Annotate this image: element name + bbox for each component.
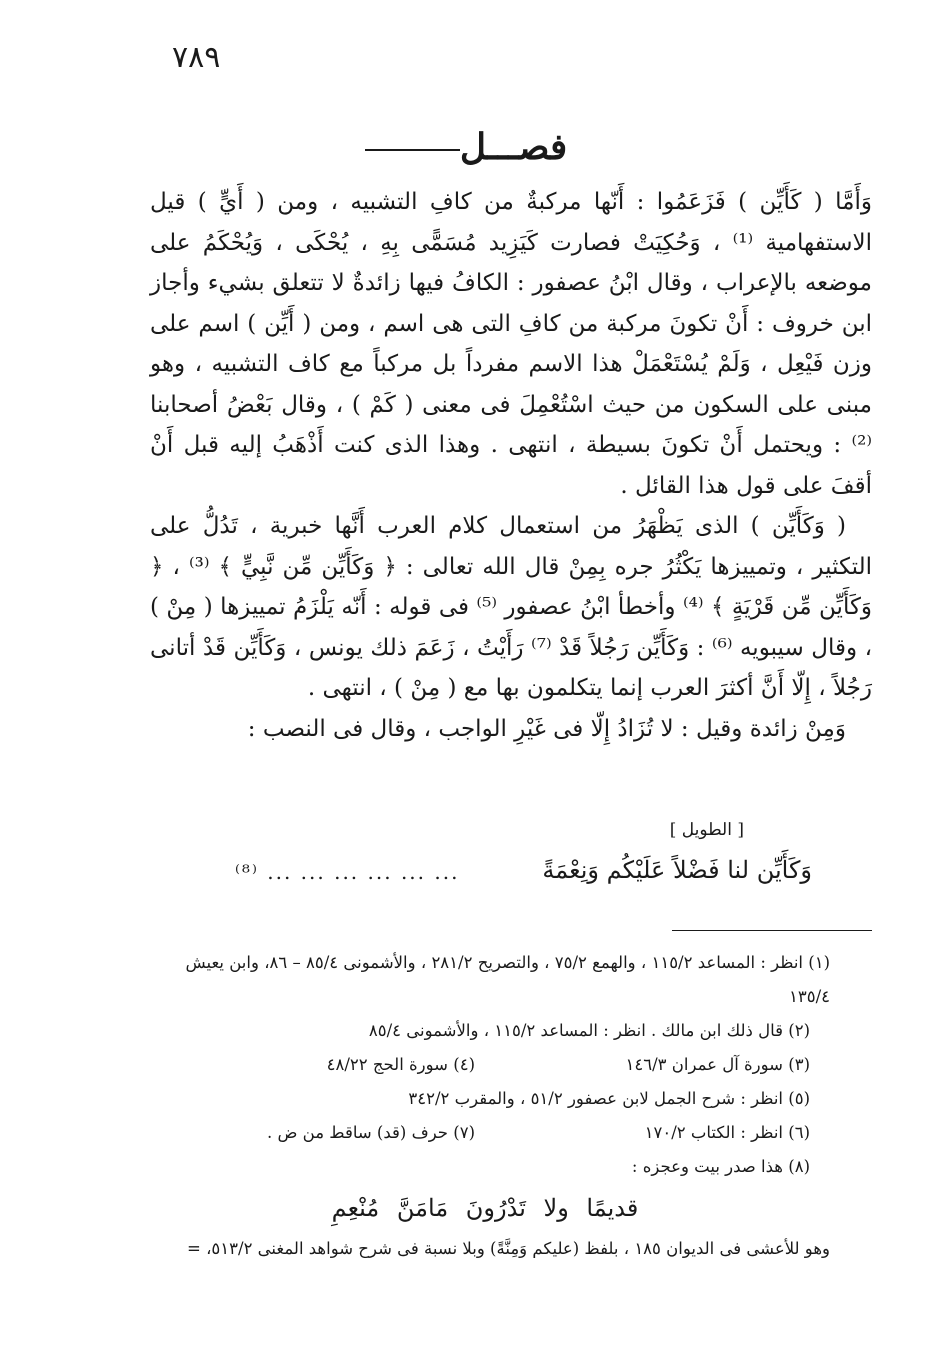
footnote-5: (٥) انظر : شرح الجمل لابن عصفور ٥١/٢ ، والمقرب ٣٤٢/٢ — [408, 1089, 810, 1108]
title-underline — [365, 149, 460, 151]
verse-footnote-ref: ⁽⁸⁾ — [235, 860, 259, 884]
footnote-8: (٨) هذا صدر بيت وعجزه : — [631, 1157, 810, 1176]
section-title — [0, 126, 944, 168]
footnote-row-3-4 — [140, 1048, 830, 1082]
footnote-8-source: وهو للأعشى فى الديوان ١٨٥ ، بلفظ (عليكم وَمِنَّةً) وبلا نسبة فى شرح شواهد المغنى ٥١٣/٢، = — [187, 1239, 830, 1258]
paragraph-kaayyin-usage: ( وَكَأَيِّن ) الذى يَظْهَرُ من استعمال كلام العرب أَنَّها خبرية ، تَدُلُّ على التكثير ، وتمييزها يَكْثُرُ جره بِمِنْ قال الله تعالى : ﴿ وَكَأَيِّن مِّن نَّبِيٍّ ﴾ ⁽³⁾ ، ﴿ وَكَأَيِّن مِّن قَرْيَةٍ ﴾ ⁽⁴⁾ وأخطأ ابْنُ عصفور ⁽⁵⁾ فى قوله : أَنّه يَلْزَمُ تمييزها ( مِنْ ) ، وقال سيبويه ⁽⁶⁾ : وَكَأَيِّن رَجُلاً قَدْ ⁽⁷⁾ رَأَيْتُ ، زَعَمَ ذلك يونس ، وَكَأَيِّن قَدْ أتانى رَجُلاً ، إِلّا أَنَّ أكثرَ العرب إنما يتكلمون بها مع ( مِنْ ) ، انتهى . — [150, 513, 873, 701]
section-title-text: فصـــل — [459, 126, 568, 168]
footnote-7: (٧) حرف (قد) ساقط من ض . — [266, 1123, 475, 1142]
footnotes — [140, 946, 830, 1266]
meter-label: [ الطويل ] — [669, 820, 744, 840]
verse-omitted-part — [235, 860, 459, 884]
page-number: ٧٨٩ — [172, 40, 221, 75]
footnote-row-6-7 — [140, 1116, 830, 1150]
paragraph-kaayyin-origin: وَأَمَّا ( كَأَيِّن ) فَزَعَمُوا : أَنّها مركبةٌ من كافِ التشبيه ، ومن ( أَيٍّ ) قيل الاستفهامية ⁽¹⁾ ، وَحُكِيَتْ فصارت كَيَزِيد مُسَمًّى بِهِ ، يُحْكَى ، وَيُحْكَمُ على موضعه بالإعراب ، وقال ابْنُ عصفور : الكافُ فيها زائدةٌ لا تتعلق بشيء وأجاز ابن خروف : أَنْ تكونَ مركبة من كافِ التى هى اسم ، ومن ( أَيِّن ) اسم على وزن فَيْعِل ، وَلَمْ يُسْتَعْمَلْ هذا الاسم مفرداً بل مركباً مع كاف التشبيه ، وهو مبنى على السكون من حيث اسْتُعْمِلَ فى معنى ( كَمْ ) ، وقال بَعْضُ أصحابنا ⁽²⁾ : ويحتمل أَنْ تكونَ بسيطة ، انتهى . وهذا الذى كنت أَذْهَبُ إليه قبل أَنْ أقفَ على قول هذا القائل . — [150, 189, 873, 499]
footnote-divider — [672, 930, 872, 931]
footnote-6: (٦) انظر : الكتاب ١٧٠/٢ — [644, 1123, 810, 1142]
footnote-2: (٢) قال ذلك ابن مالك . انظر : المساعد ١١٥/٢ ، والأشمونى ٨٥/٤ — [368, 1021, 810, 1040]
main-text — [150, 182, 872, 749]
paragraph-min-zaida: وَمِنْ زائدة وقيل : لا تُزَادُ إِلّا فى غَيْرِ الواجب ، وقال فى النصب : — [247, 715, 846, 742]
footnote-3: (٣) سورة آل عمران ١٤٦/٣ — [625, 1055, 810, 1074]
verse-hemistich: وَكَأَيِّن لنا فَضْلاً عَلَيْكُم وَنِعْمَةً — [542, 856, 812, 884]
footnote-4: (٤) سورة الحج ٤٨/٢٢ — [326, 1055, 475, 1074]
footnote-1: (١) انظر : المساعد ١١٥/٢ ، والهمع ٧٥/٢ ، والتصريح ٢٨١/٢ ، والأشمونى ٨٥/٤ – ٨٦، وابن يعيش ١٣٥/٤ — [185, 953, 830, 1006]
verse-dots: ... ... ... ... ... ... — [267, 860, 460, 884]
poetry-verse — [150, 856, 872, 896]
footnote-8-verse: قديمًا ولا تَدْرُونَ مَامَنَّ مُنْعِمِ — [331, 1194, 639, 1222]
